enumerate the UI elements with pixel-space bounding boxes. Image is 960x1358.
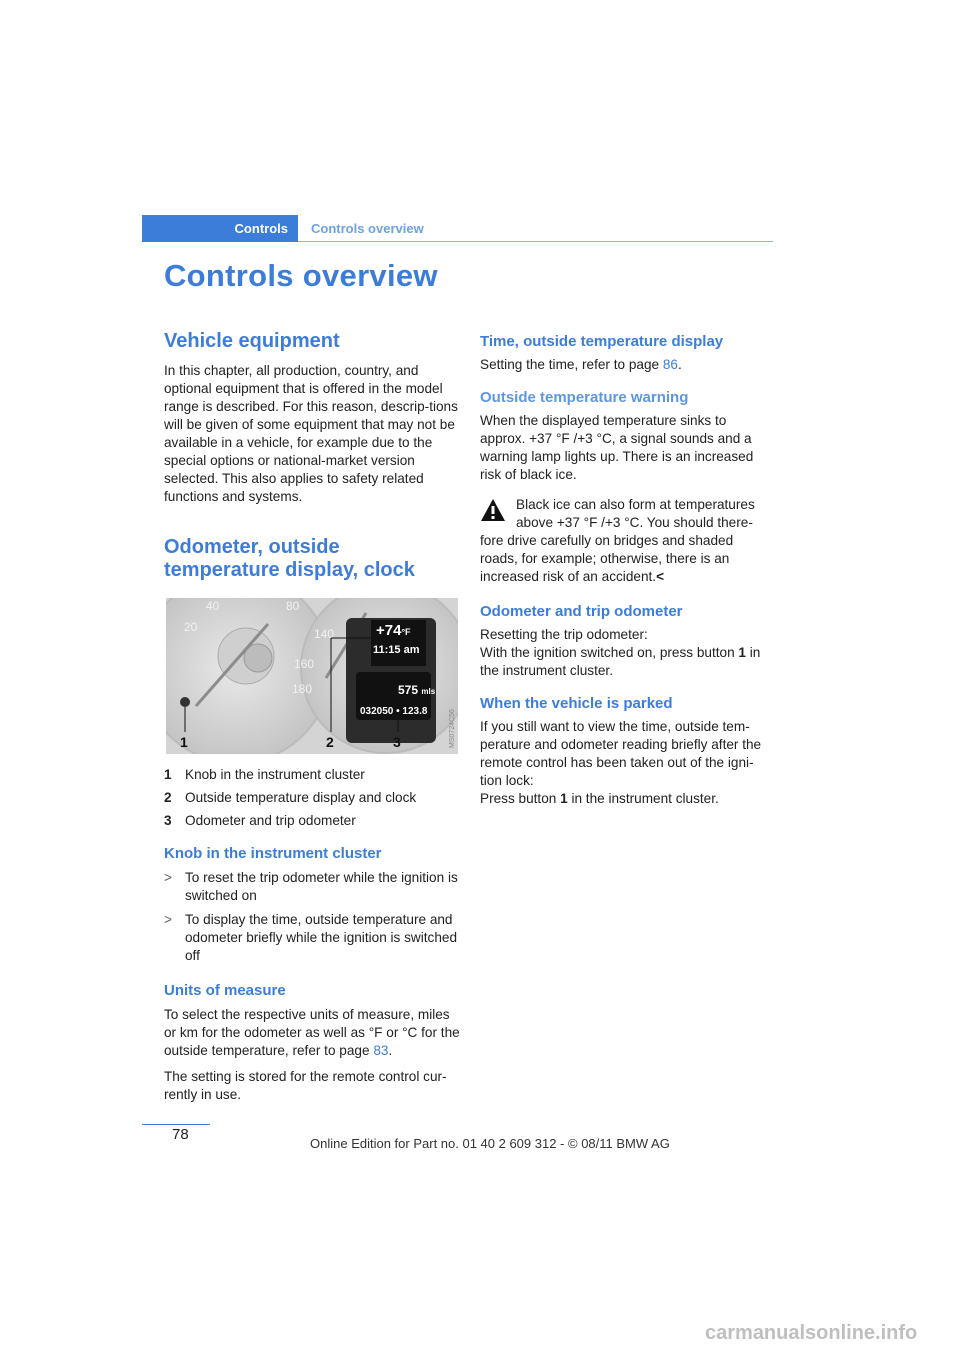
parked-heading: When the vehicle is parked: [480, 695, 673, 712]
legend-item: [164, 789, 462, 807]
time-temp-text-a: Setting the time, refer to page: [480, 357, 663, 372]
fig-range: 575: [398, 683, 419, 697]
legend-num: 2: [164, 790, 172, 805]
trip-heading: Odometer and trip odometer: [480, 603, 683, 620]
parked-line: [480, 790, 774, 808]
caution-block: [480, 496, 774, 586]
parked-button-number: 1: [560, 791, 568, 806]
header-tab: Controls: [234, 221, 288, 236]
fig-odometer: 032050 • 123.8: [360, 706, 428, 717]
knob-heading: Knob in the instrument cluster: [164, 845, 382, 862]
caution-lead: Black ice can also form at temperatures above +37 °F /+3 °C. You should there-: [516, 497, 755, 530]
knob-item-text: To display the time, outside temperature and odometer briefly while the ignition is switched off: [185, 912, 458, 963]
trip-line1: Resetting the trip odometer:: [480, 627, 648, 642]
page-link-83[interactable]: 83: [373, 1043, 389, 1058]
fig-code: MS0724C56: [449, 709, 456, 748]
vehicle-equipment-text: In this chapter, all production, country, and optional equipment that is offered in the model range is described. For this reason, descrip-tions will be given of some equipment that may not be available in a vehicle, for example due to the special options or national-market version selected. This also applies to safety related functions and systems.: [164, 363, 458, 504]
legend-item: [164, 766, 462, 784]
svg-text:80: 80: [286, 599, 300, 613]
header-rule: [298, 241, 773, 242]
svg-text:140: 140: [314, 627, 335, 641]
time-temp-text-b: .: [678, 357, 682, 372]
time-temp-text: [480, 356, 774, 374]
edition-line: Online Edition for Part no. 01 40 2 609 312 - © 08/11 BMW AG: [310, 1136, 670, 1151]
instrument-cluster-figure: [166, 598, 458, 754]
svg-text:160: 160: [294, 657, 315, 671]
odometer-heading-line2: temperature display, clock: [164, 559, 415, 581]
page-title: Controls overview: [164, 258, 438, 293]
fig-range-unit: mls: [421, 687, 436, 696]
trip-button-number: 1: [738, 645, 746, 660]
warning-heading: Outside temperature warning: [480, 389, 689, 406]
fig-callout-1: 1: [180, 734, 188, 750]
right-column: [480, 332, 774, 808]
footer-rule: [142, 1124, 210, 1125]
svg-text:20: 20: [184, 620, 198, 634]
vehicle-equipment-heading: Vehicle equipment: [164, 330, 340, 352]
parked-line-c: in the instrument cluster.: [567, 791, 719, 806]
fig-range-readout: [398, 683, 435, 697]
legend-text: Knob in the instrument cluster: [185, 767, 365, 782]
fig-temp-unit: °F: [401, 627, 411, 637]
time-temp-heading: Time, outside temperature display: [480, 333, 724, 350]
page-link-86[interactable]: 86: [662, 357, 678, 372]
fig-callout-3: 3: [393, 734, 401, 750]
legend-text: Outside temperature display and clock: [185, 790, 417, 805]
parked-text: If you still want to view the time, outside tem-perature and odometer reading briefly after the remote control has been taken out of the igni-tion lock:: [480, 719, 762, 788]
left-column-top: [164, 330, 462, 582]
left-column-bottom: [164, 766, 462, 1112]
legend-item: [164, 812, 462, 830]
odometer-heading-line1: Odometer, outside: [164, 536, 340, 558]
list-marker: >: [164, 912, 172, 927]
fig-callout-2: 2: [326, 734, 334, 750]
legend-text: Odometer and trip odometer: [185, 813, 356, 828]
knob-list-item: [164, 911, 462, 965]
units-text-a: To select the respective units of measure, miles or km for the odometer as well as °F or °C for the outside temperature, refer to page: [164, 1007, 460, 1058]
warning-triangle-icon: [480, 498, 506, 522]
fig-temp-readout: [376, 622, 411, 639]
watermark: carmanualsonline.info: [705, 1322, 918, 1344]
page-number: 78: [172, 1126, 189, 1143]
caution-rest: [480, 532, 774, 586]
end-mark: <: [656, 569, 665, 584]
warning-text: When the displayed temperature sinks to approx. +37 °F /+3 °C, a signal sounds and a warning lamp lights up. There is an increased risk of black ice.: [480, 413, 754, 482]
knob-item-text: To reset the trip odometer while the ignition is switched on: [185, 870, 458, 903]
fig-time: 11:15 am: [373, 644, 420, 656]
legend-num: 1: [164, 767, 172, 782]
legend-num: 3: [164, 813, 172, 828]
units-text-2: The setting is stored for the remote control cur-rently in use.: [164, 1069, 447, 1102]
svg-text:180: 180: [292, 682, 313, 696]
trip-line2-a: With the ignition switched on, press button: [480, 645, 739, 660]
trip-line2: [480, 644, 774, 680]
parked-line-a: Press button: [480, 791, 561, 806]
knob-list-item: [164, 869, 462, 905]
fig-temp: +74: [376, 622, 402, 639]
header-section: Controls overview: [311, 221, 424, 236]
svg-text:40: 40: [206, 599, 220, 613]
cluster-illustration: [166, 598, 458, 754]
caution-rest-text: fore drive carefully on bridges and shaded roads, for example; otherwise, there is an increased risk of an accident.: [480, 533, 734, 584]
units-text: [164, 1006, 462, 1060]
units-text-b: .: [388, 1043, 393, 1058]
list-marker: >: [164, 870, 172, 885]
units-heading: Units of measure: [164, 982, 286, 999]
trip-line2-c: in the instrument cluster.: [480, 645, 761, 678]
